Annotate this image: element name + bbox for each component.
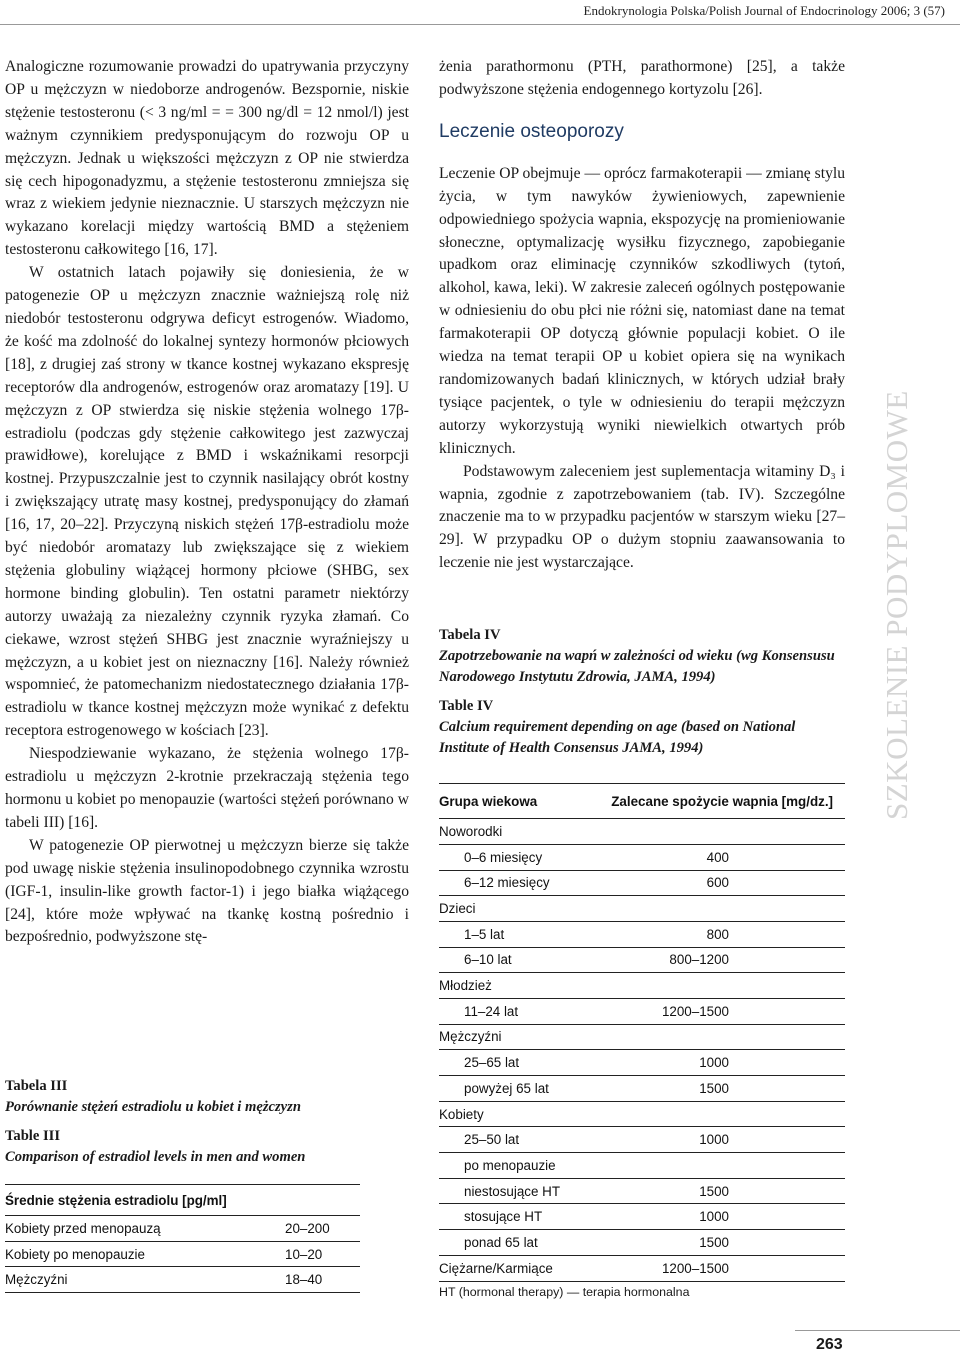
paragraph: Niespodziewanie wykazano, że stężenia wolnego 17β-estradiolu u mężczyzn 2-krotnie przekraczają stężenia tego hormonu u kobiet po menopauzie (wartości stężeń porównano w tabeli III) [16].	[5, 745, 409, 831]
table4-row-label: 0–6 miesięcy	[439, 844, 577, 870]
table4-row-value: 600	[577, 870, 845, 896]
table3	[5, 1184, 360, 1293]
table4-row-value: 1500	[577, 1076, 845, 1102]
table4-row-label: stosujące HT	[439, 1204, 577, 1230]
table4-row-label: 25–50 lat	[439, 1127, 577, 1153]
table4-row-value: 1000	[577, 1204, 845, 1230]
table4-row-value: 1000	[577, 1127, 845, 1153]
paragraph: żenia parathormonu (PTH, parathormone) [25], a także podwyższone stężenia endogennego kortyzolu [26].	[439, 58, 845, 98]
section-heading: Leczenie osteoporozy	[439, 120, 624, 142]
table4-row-label: 11–24 lat	[439, 998, 577, 1024]
table4-row-value: 800	[577, 921, 845, 947]
paragraph: Analogiczne rozumowanie prowadzi do upatrywania przyczyny OP u mężczyzn w niedoborze androgenów. Bezspornie, niskie stężenie testosteronu (< 3 ng/ml = = 300 ng/dl = 12 nmol/l) jest ważnym czynnikiem predysponującym do rozwoju OP u mężczyzn. Jednak u większości mężczyzn z OP nie stwierdza się cech hipogonadyzmu, a stężenie testosteronu zmniejsza się wraz z wiekiem jedynie nieznacznie. U starszych mężczyzn nie wykazano korelacji między wartością BMD a stężeniem testosteronu całkowitego [16, 17].	[5, 58, 409, 259]
table4-row-label: powyżej 65 lat	[439, 1076, 577, 1102]
table4-group: Noworodki	[439, 823, 503, 839]
paragraph: Podstawowym zaleceniem jest suplementacja witaminy D₃ i wapnia, zgodnie z zapotrzebowaniem (tab. IV). Szczególne znaczenie ma to w przypadku pacjentów w starszym wieku [27–29]. W przypadku OP o dużym stopniu zaawansowania to leczenie nie jest wystarczające.	[439, 462, 845, 572]
table4-group: Kobiety	[439, 1106, 484, 1122]
table3-title-en: Comparison of estradiol levels in men and women	[5, 1149, 306, 1165]
right-column	[439, 56, 845, 1299]
page-number: 263	[816, 1336, 843, 1353]
paragraph: Leczenie OP obejmuje — oprócz farmakoterapii — zmianę stylu życia, w tym nawyków żywieniowych, zapewnienie odpowiedniego spożycia wapnia, ekspozycję na promieniowanie słoneczne, optymalizację wysiłku fizycznego, zapobieganie upadkom oraz eliminację czynników szkodliwych (tytoń, alkohol, kawa, leki). W zakresie zaleceń ogólnych postępowanie w odniesieniu do obu płci nie różni się, natomiast dane na temat farmakoterapii OP dotyczą głównie populacji kobiet. O ile wiedza na temat terapii OP u kobiet opiera się na wynikach randomizowanych badań klinicznych, w których udział brały tysiące pacjentek, o tyle w odniesieniu do terapii mężczyzn autorzy wykorzystują wyniki niewielkich otwartych prób klinicznych.	[439, 164, 845, 457]
table4-row-label: ponad 65 lat	[439, 1230, 577, 1256]
running-head	[0, 0, 960, 25]
table4-col-intake: Zalecane spożycie wapnia [mg/dz.]	[577, 784, 845, 819]
table3-row-label: Kobiety po menopauzie	[5, 1241, 285, 1267]
table4-label-pl: Tabela IV	[439, 627, 501, 644]
table4-title-en: Calcium requirement depending on age (based on National Institute of Health Consensus JAMA, 1994)	[439, 719, 796, 757]
table3-header: Średnie stężenia estradiolu [pg/ml]	[5, 1185, 360, 1216]
table4-group: Młodzież	[439, 978, 492, 994]
table4-row-value: 1500	[577, 1230, 845, 1256]
table4-row-value: 1500	[577, 1178, 845, 1204]
table4-row-label: 6–12 miesięcy	[439, 870, 577, 896]
table3-label-pl: Tabela III	[5, 1078, 68, 1094]
table4-row-value: 1200–1500	[577, 998, 845, 1024]
table4-title-pl: Zapotrzebowanie na wapń w zależności od wieku (wg Konsensusu Narodowego Instytutu Zdrowia, JAMA, 1994)	[439, 648, 835, 686]
table4-row-label: niestosujące HT	[439, 1178, 577, 1204]
table4-label-en: Table IV	[439, 698, 494, 715]
table3-row-value: 10–20	[285, 1241, 360, 1267]
table4	[439, 783, 845, 1281]
table3-row-value: 20–200	[285, 1216, 360, 1242]
table4-col-age: Grupa wiekowa	[439, 784, 577, 819]
table4-group: Mężczyźni	[439, 1029, 502, 1045]
table4-row-label: 1–5 lat	[439, 921, 577, 947]
table3-caption	[5, 1076, 409, 1168]
table4-row-label: po menopauzie	[439, 1153, 577, 1179]
table4-row-value: 1000	[577, 1050, 845, 1076]
paragraph: W ostatnich latach pojawiły się doniesienia, że w patogenezie OP u mężczyzn znacznie ważniejszą rolę niż niedobór testosteronu odgrywa deficyt estrogenów. Wiadomo, że kość ma zdolność do lokalnej syntezy hormonów płciowych [18], z drugiej zaś strony w tkance kostnej wykazano ekspresję receptorów dla androgenów, estrogenów oraz aromatazy [19]. U mężczyzn z OP stwierdza się niskie stężenia wolnego 17β-estradiolu (podczas gdy stężenie całkowitego jest zazwyczaj prawidłowe), korelujące z BMD i wskaźnikami resorpcji kostnej. Przypuszczalnie jest to czynnik nasilający obrót kostny i zwiększający utratę masy kostnej, predysponujący do złamań [16, 17, 20–22]. Przyczyną niskich stężeń 17β-estradiolu może być niedobór aromatazy lub zwiększające się z wiekiem stężenia globuliny wiążącej hormony płciowe (SHBG, sex hormone binding globulin). Ten ostatni parametr niektórzy autorzy uważają za niezależny czynnik ryzyka złamań. Co ciekawe, wzrost stężeń SHBG jest znacznie wyraźniejszy u mężczyzn, a u kobiet jest on nieznaczny [16]. Należy również wspomnieć, że patomechanizm niedostatecznego działania 17β-estradiolu w tkance kostnej mężczyzn może wynikać z defektu receptora estrogenowego w kościach [23].	[5, 264, 409, 740]
table3-title-pl: Porównanie stężeń estradiolu u kobiet i mężczyzn	[5, 1099, 301, 1115]
left-column	[5, 56, 409, 949]
table3-row-label: Kobiety przed menopauzą	[5, 1216, 285, 1242]
page-number-rule	[795, 1330, 960, 1331]
paragraph: W patogenezie OP pierwotnej u mężczyzn bierze się także pod uwagę niskie stężenia insulinopodobnego czynnika wzrostu (IGF-1, insulin-like growth factor-1) i jego białka wiążącego [24], które może wpływać na tkankę kostną pośrednio i bezpośrednio, podwyższone stę-	[5, 836, 409, 946]
table4-row-value	[577, 1153, 845, 1179]
table3-label-en: Table III	[5, 1128, 61, 1144]
table4-footnote: HT (hormonal therapy) — terapia hormonalna	[439, 1284, 690, 1299]
table4-row-label: Ciężarne/Karmiące	[439, 1255, 577, 1281]
table4-group: Dzieci	[439, 901, 476, 917]
table4-row-value: 800–1200	[577, 947, 845, 973]
table4-row-value: 1200–1500	[577, 1255, 845, 1281]
side-section-label	[879, 390, 950, 820]
journal-title: Endokrynologia Polska/Polish Journal of Endocrinology 2006; 3 (57)	[583, 3, 945, 18]
table4-caption	[439, 625, 845, 759]
table4-row-label: 25–65 lat	[439, 1050, 577, 1076]
table3-row-label: Mężczyźni	[5, 1267, 285, 1293]
side-label-text: SZKOLENIE PODYPLOMOWE	[879, 390, 914, 820]
table3-row-value: 18–40	[285, 1267, 360, 1293]
table4-row-value: 400	[577, 844, 845, 870]
table4-row-label: 6–10 lat	[439, 947, 577, 973]
